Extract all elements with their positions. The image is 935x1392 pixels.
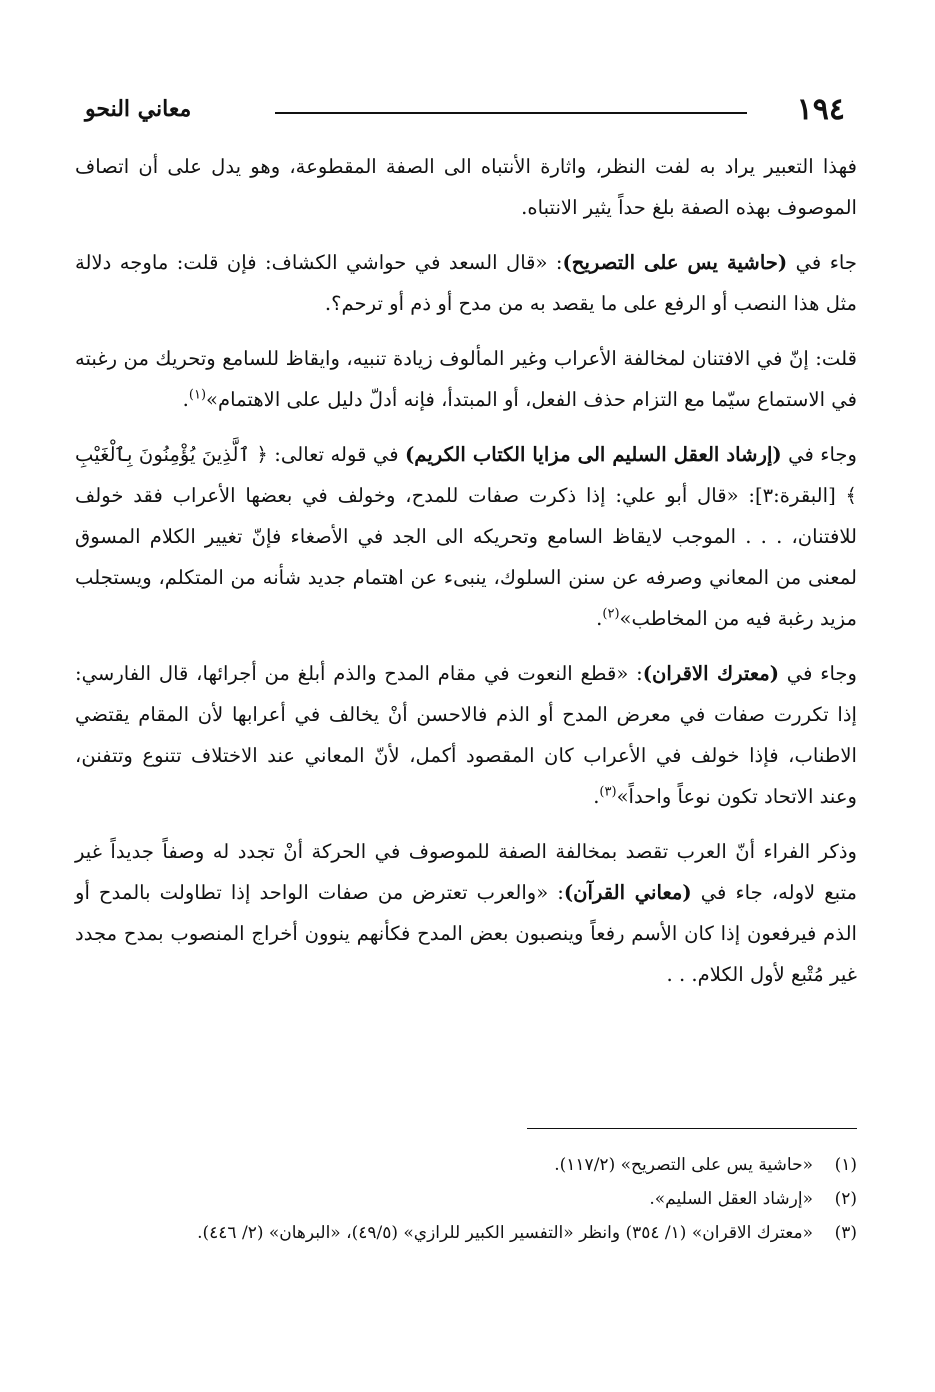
footnote-text: «معترك الاقران» (١/ ٣٥٤) وانظر «التفسير الكبير للرازي» (٤٩/٥)، «البرهان» (٢/ ٤٤٦). — [197, 1223, 813, 1243]
paragraph-text: : «قطع النعوت في مقام المدح والذم أبلغ من أجرائها، قال الفارسي: إذا تكررت صفات في معرض المدح أو الذم فالاحسن أنْ يخالف في أعرابها لأن المقام يقتضي الاطناب، فإذا خولف في الأعراب كان المقصود أكمل، لأنّ المعاني عند الاختلاف تتنوع وتتفنن، وعند الاتحاد تكون نوعاً واحداً» — [75, 662, 857, 808]
paragraph-3 — [75, 338, 857, 420]
paragraph-text: : «قال السعد في حواشي الكشاف: فإن قلت: ماوجه دلالة مثل هذا النصب أو الرفع على ما يقصد به من مدح أو ذم أو ترحم؟. — [75, 251, 857, 315]
paragraph-6 — [75, 831, 857, 995]
paragraph-text: : «والعرب تعترض من صفات الواحد إذا تطاولت بالمدح أو الذم فيرفعون إذا كان الأسم رفعاً وينصبون بعض المدح فكأنهم ينوون أخراج المنصوب بمدح مجدد غير مُتْبع لأول الكلام. . . — [75, 881, 857, 986]
paragraph-text: قلت: إنّ في الافتنان لمخالفة الأعراب وغير المألوف زيادة تنبيه، وايقاظ للسامع وتحريك من رغبته في الاستماع سيّما مع التزام حذف الفعل، أو المبتدأ، فإنه أدلّ دليل على الاهتمام» — [75, 347, 857, 411]
paragraph-text: في قوله تعالى: ﴿ ٱلَّذِينَ يُؤْمِنُونَ بِٱلْغَيْبِ ﴾ [البقرة:٣]: «قال أبو علي: إذا ذكرت صفات للمدح، وخولف في بعضها الأعراب فقد خولف للافتنان، . . . الموجب لايقاظ السامع وتحريكه الى الجد في الأصغاء فإنّ تغيير الكلام المسوق لمعنى من المعاني وصرفه عن سنن السلوك، ينبىء عن اهتمام جديد شأنه من المتكلم، ويستجلب مزيد رغبة فيه من المخاطب» — [75, 443, 857, 630]
paragraph-5 — [75, 653, 857, 817]
paragraph-tail: . — [182, 388, 189, 411]
footnote-ref: (٢) — [602, 606, 620, 622]
paragraph-lead: وجاء في — [788, 443, 857, 466]
paragraph-lead: جاء في — [795, 251, 857, 274]
book-title: معاني النحو — [85, 96, 192, 122]
page-number: ١٩٤ — [796, 92, 845, 127]
footnote-3 — [75, 1216, 857, 1250]
footnote-number: (٢) — [834, 1189, 857, 1209]
source-title: (معترك الاقران) — [642, 662, 780, 685]
running-header — [85, 92, 845, 132]
source-title: (حاشية يس على التصريح) — [562, 251, 788, 274]
body-text — [75, 146, 857, 1009]
paragraph-lead: وذكر الفراء أنّ العرب تقصد بمخالفة الصفة للموصوف في الحركة أنْ تجدد له وصفاً جديداً غير متبع لاوله، جاء في — [75, 840, 858, 904]
paragraph-tail: . — [593, 785, 600, 808]
paragraph-1 — [75, 146, 857, 228]
footnote-2 — [75, 1182, 857, 1216]
source-title: (إرشاد العقل السليم الى مزايا الكتاب الكريم) — [405, 443, 782, 466]
footnote-number: (١) — [834, 1155, 857, 1175]
footnote-number: (٣) — [834, 1223, 857, 1243]
paragraph-4 — [75, 434, 857, 639]
paragraph-lead: وجاء في — [786, 662, 858, 685]
footnote-ref: (٣) — [599, 784, 617, 800]
footnote-ref: (١) — [188, 387, 207, 403]
footnote-1 — [75, 1148, 857, 1182]
paragraph-2 — [75, 242, 857, 324]
header-rule — [275, 112, 747, 114]
paragraph-tail: . — [596, 607, 603, 630]
footnote-text: «إرشاد العقل السليم». — [649, 1189, 813, 1209]
footnote-rule — [527, 1128, 857, 1129]
footnote-text: «حاشية يس على التصريح» (١١٧/٢). — [554, 1155, 813, 1175]
footnotes — [75, 1148, 857, 1250]
source-title: (معاني القرآن) — [563, 881, 692, 904]
paragraph-text: فهذا التعبير يراد به لفت النظر، واثارة الأنتباه الى الصفة المقطوعة، وهو يدل على أن اتصاف الموصوف بهذه الصفة بلغ حداً يثير الانتباه. — [75, 155, 857, 219]
